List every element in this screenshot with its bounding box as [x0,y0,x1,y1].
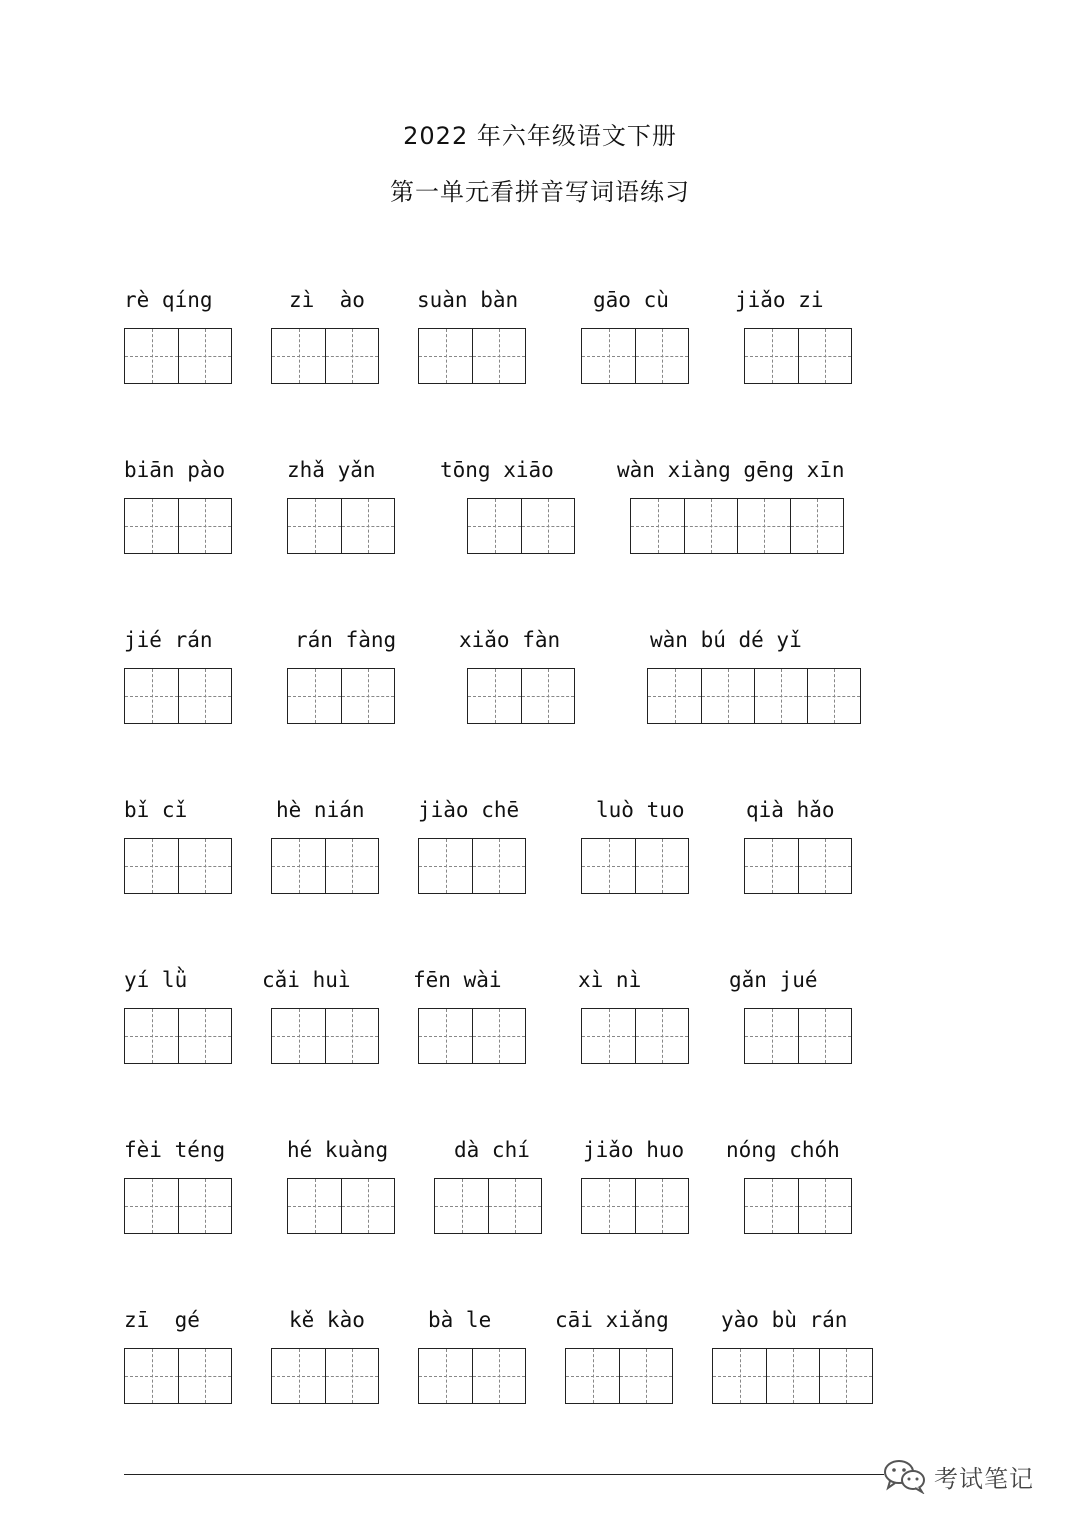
guide-line [799,1036,851,1037]
pinyin-label: rè qíng [124,288,213,312]
writing-box[interactable] [581,1008,689,1064]
guide-line [648,696,701,697]
pinyin-label: fèi téng [124,1138,226,1162]
writing-box[interactable] [124,838,232,894]
guide-line [636,866,688,867]
tianzige-cell[interactable] [178,499,231,553]
guide-line [713,1376,766,1377]
tianzige-cell[interactable] [419,1349,472,1403]
guide-line [288,526,341,527]
writing-box[interactable] [124,668,232,724]
pinyin-label: suàn bàn [417,288,519,312]
pinyin-label: wàn bú dé yǐ [650,628,802,652]
guide-line [342,696,394,697]
guide-line [799,866,851,867]
pinyin-label: tōng xiāo [440,458,554,482]
guide-line [522,526,574,527]
pinyin-label: biān pào [124,458,226,482]
tianzige-cell[interactable] [472,1009,525,1063]
guide-line [767,1376,819,1377]
pinyin-label: wàn xiàng gēng xīn [617,458,845,482]
tianzige-cell[interactable] [178,669,231,723]
writing-box[interactable] [565,1348,673,1404]
tianzige-cell[interactable] [125,839,178,893]
guide-line [799,1206,851,1207]
guide-line [326,1376,378,1377]
pinyin-label: rán fàng [295,628,397,652]
writing-box[interactable] [271,1348,379,1404]
guide-line [745,1206,798,1207]
tianzige-cell[interactable] [684,499,737,553]
tianzige-cell[interactable] [125,669,178,723]
tianzige-cell[interactable] [472,329,525,383]
tianzige-cell[interactable] [807,669,860,723]
writing-box[interactable] [124,498,232,554]
writing-box[interactable] [287,668,395,724]
tianzige-cell[interactable] [635,1179,688,1233]
pinyin-label: xiǎo fàn [459,628,561,652]
guide-line [179,866,231,867]
writing-box[interactable] [287,1178,395,1234]
tianzige-cell[interactable] [766,1349,819,1403]
guide-line [473,356,525,357]
writing-box[interactable] [630,498,844,554]
tianzige-cell[interactable] [582,1179,635,1233]
tianzige-cell[interactable] [745,839,798,893]
tianzige-cell[interactable] [798,329,851,383]
tianzige-cell[interactable] [488,1179,541,1233]
pinyin-label: zì ào [289,288,365,312]
watermark [882,1458,1034,1494]
guide-line [636,1036,688,1037]
tianzige-cell[interactable] [468,499,521,553]
tianzige-cell[interactable] [472,839,525,893]
guide-line [326,1036,378,1037]
guide-line [745,866,798,867]
tianzige-cell[interactable] [745,1009,798,1063]
tianzige-cell[interactable] [178,1349,231,1403]
pinyin-label: zhǎ yǎn [287,458,376,482]
tianzige-cell[interactable] [325,839,378,893]
tianzige-cell[interactable] [341,669,394,723]
tianzige-cell[interactable] [419,1009,472,1063]
guide-line [745,356,798,357]
tianzige-cell[interactable] [125,329,178,383]
writing-box[interactable] [124,1348,232,1404]
tianzige-cell[interactable] [178,839,231,893]
pinyin-label: qià hǎo [746,798,835,822]
writing-box[interactable] [418,1348,526,1404]
tianzige-cell[interactable] [272,839,325,893]
writing-box[interactable] [581,838,689,894]
guide-line [179,696,231,697]
pinyin-label: hé kuàng [287,1138,389,1162]
pinyin-label: kě kào [289,1308,365,1332]
guide-line [582,866,635,867]
tianzige-cell[interactable] [582,329,635,383]
guide-line [582,356,635,357]
pinyin-label: hè nián [276,798,365,822]
guide-line [745,1036,798,1037]
writing-box[interactable] [418,328,526,384]
guide-line [582,1206,635,1207]
writing-box[interactable] [467,668,575,724]
guide-line [125,356,178,357]
guide-line [179,1036,231,1037]
guide-line [288,696,341,697]
guide-line [473,1376,525,1377]
guide-line [179,1376,231,1377]
tianzige-cell[interactable] [435,1179,488,1233]
tianzige-cell[interactable] [419,329,472,383]
tianzige-cell[interactable] [288,1179,341,1233]
tianzige-cell[interactable] [790,499,843,553]
tianzige-cell[interactable] [566,1349,619,1403]
tianzige-cell[interactable] [125,1009,178,1063]
guide-line [419,866,472,867]
writing-box[interactable] [434,1178,542,1234]
guide-line [738,526,790,527]
pinyin-label: bà le [428,1308,492,1332]
tianzige-cell[interactable] [125,1179,178,1233]
tianzige-cell[interactable] [521,669,574,723]
tianzige-cell[interactable] [341,499,394,553]
guide-line [468,696,521,697]
guide-line [125,1036,178,1037]
guide-line [799,356,851,357]
tianzige-cell[interactable] [745,329,798,383]
tianzige-cell[interactable] [472,1349,525,1403]
writing-box[interactable] [647,668,861,724]
guide-line [179,526,231,527]
tianzige-cell[interactable] [798,839,851,893]
pinyin-label: jié rán [124,628,213,652]
guide-line [419,1376,472,1377]
guide-line [473,1036,525,1037]
guide-line [125,526,178,527]
writing-box[interactable] [124,1008,232,1064]
page-title: 2022 年六年级语文下册 [403,122,677,150]
writing-box[interactable] [287,498,395,554]
tianzige-cell[interactable] [737,499,790,553]
writing-box[interactable] [271,328,379,384]
tianzige-cell[interactable] [745,1179,798,1233]
writing-box[interactable] [271,838,379,894]
tianzige-cell[interactable] [582,1009,635,1063]
guide-line [342,1206,394,1207]
guide-line [489,1206,541,1207]
writing-box[interactable] [744,838,852,894]
tianzige-cell[interactable] [419,839,472,893]
tianzige-cell[interactable] [125,1349,178,1403]
tianzige-cell[interactable] [635,329,688,383]
tianzige-cell[interactable] [178,1179,231,1233]
pinyin-label: gǎn jué [729,968,818,992]
tianzige-cell[interactable] [631,499,684,553]
tianzige-cell[interactable] [325,1009,378,1063]
guide-line [179,356,231,357]
watermark-text: 考试笔记 [934,1464,1034,1493]
pinyin-label: zī gé [124,1308,200,1332]
pinyin-label: xì nì [578,968,642,992]
tianzige-cell[interactable] [325,329,378,383]
pinyin-label: gāo cù [593,288,669,312]
tianzige-cell[interactable] [798,1009,851,1063]
writing-box[interactable] [124,328,232,384]
tianzige-cell[interactable] [125,499,178,553]
pinyin-label: cāi xiǎng [555,1308,669,1332]
tianzige-cell[interactable] [272,1009,325,1063]
guide-line [566,1376,619,1377]
guide-line [125,1206,178,1207]
guide-line [636,356,688,357]
tianzige-cell[interactable] [619,1349,672,1403]
pinyin-label: bǐ cǐ [124,798,188,822]
tianzige-cell[interactable] [288,669,341,723]
guide-line [685,526,737,527]
guide-line [272,866,325,867]
writing-box[interactable] [712,1348,873,1404]
writing-box[interactable] [467,498,575,554]
tianzige-cell[interactable] [713,1349,766,1403]
tianzige-cell[interactable] [468,669,521,723]
guide-line [125,696,178,697]
tianzige-cell[interactable] [635,839,688,893]
writing-box[interactable] [744,1178,852,1234]
guide-line [326,356,378,357]
tianzige-cell[interactable] [701,669,754,723]
guide-line [125,1376,178,1377]
guide-line [582,1036,635,1037]
guide-line [272,1036,325,1037]
tianzige-cell[interactable] [341,1179,394,1233]
guide-line [288,1206,341,1207]
pinyin-label: jiào chē [418,798,520,822]
guide-line [342,526,394,527]
tianzige-cell[interactable] [635,1009,688,1063]
guide-line [435,1206,488,1207]
guide-line [820,1376,872,1377]
pinyin-label: nóng chóh [726,1138,840,1162]
pinyin-label: jiǎo zi [735,288,824,312]
writing-box[interactable] [744,1008,852,1064]
tianzige-cell[interactable] [325,1349,378,1403]
pinyin-label: yào bù rán [721,1308,848,1332]
tianzige-cell[interactable] [178,1009,231,1063]
writing-box[interactable] [418,1008,526,1064]
writing-box[interactable] [271,1008,379,1064]
guide-line [419,356,472,357]
tianzige-cell[interactable] [272,1349,325,1403]
guide-line [326,866,378,867]
guide-line [631,526,684,527]
pinyin-label: dà chí [454,1138,530,1162]
guide-line [272,356,325,357]
pinyin-label: cǎi huì [262,968,351,992]
footer-divider [124,1474,884,1475]
guide-line [791,526,843,527]
guide-line [808,696,860,697]
guide-line [620,1376,672,1377]
guide-line [272,1376,325,1377]
wechat-icon [882,1458,928,1494]
writing-box[interactable] [124,1178,232,1234]
pinyin-label: fēn wài [413,968,502,992]
tianzige-cell[interactable] [819,1349,872,1403]
pinyin-label: jiǎo huo [583,1138,685,1162]
pinyin-label: yí lǜ [124,968,188,992]
guide-line [755,696,807,697]
guide-line [419,1036,472,1037]
guide-line [522,696,574,697]
pinyin-label: luò tuo [596,798,685,822]
writing-box[interactable] [418,838,526,894]
writing-box[interactable] [744,328,852,384]
tianzige-cell[interactable] [288,499,341,553]
tianzige-cell[interactable] [178,329,231,383]
tianzige-cell[interactable] [272,329,325,383]
tianzige-cell[interactable] [798,1179,851,1233]
writing-box[interactable] [581,328,689,384]
guide-line [702,696,754,697]
tianzige-cell[interactable] [648,669,701,723]
guide-line [636,1206,688,1207]
guide-line [179,1206,231,1207]
guide-line [125,866,178,867]
guide-line [468,526,521,527]
page-subtitle: 第一单元看拼音写词语练习 [390,178,690,206]
tianzige-cell[interactable] [521,499,574,553]
tianzige-cell[interactable] [754,669,807,723]
guide-line [473,866,525,867]
tianzige-cell[interactable] [582,839,635,893]
writing-box[interactable] [581,1178,689,1234]
